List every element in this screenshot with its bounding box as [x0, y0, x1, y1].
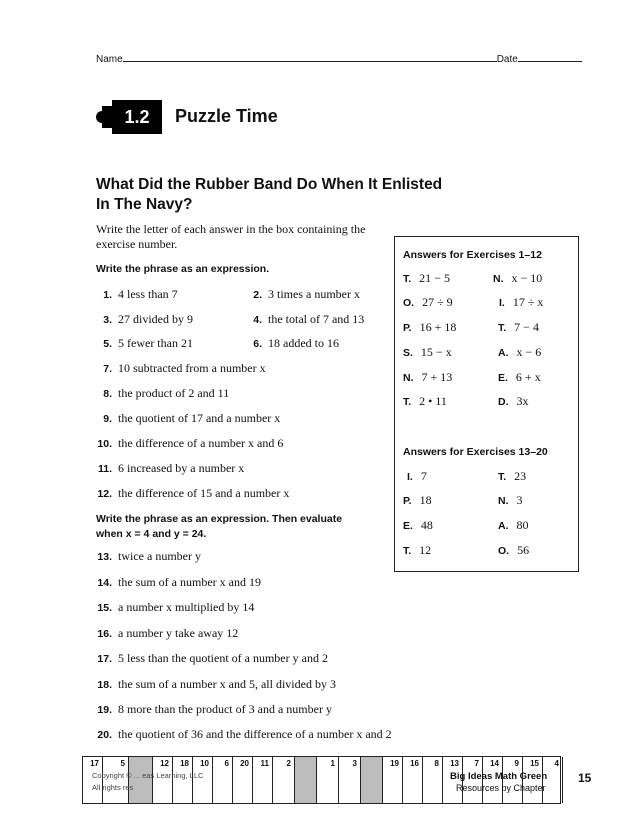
exercise-19	[96, 702, 332, 717]
answer-value: 80	[516, 518, 529, 532]
exercise-text: the difference of a number x and 6	[118, 436, 284, 450]
code-cell-number: 17	[90, 759, 99, 768]
code-cell[interactable]	[273, 757, 295, 803]
code-cell[interactable]	[83, 757, 103, 803]
exercise-11	[96, 461, 244, 476]
date-blank[interactable]	[518, 52, 582, 62]
answer-item	[403, 543, 431, 558]
code-cell[interactable]	[383, 757, 403, 803]
answer-value: 56	[517, 543, 530, 557]
exercise-number: 10.	[97, 438, 112, 450]
exercise-text: the difference of 15 and a number x	[118, 486, 290, 500]
answer-letter: O.	[403, 297, 415, 309]
exercise-number: 18.	[97, 679, 112, 691]
answers-heading-1-12: Answers for Exercises 1–12	[403, 249, 542, 261]
answer-value: x − 10	[511, 271, 543, 285]
exercise-5	[96, 336, 193, 351]
puzzle-question-line2: In The Navy?	[96, 196, 193, 213]
code-cell-blank	[295, 757, 317, 803]
answer-value: 21 − 5	[419, 271, 450, 285]
exercise-number: 5.	[103, 338, 112, 350]
answer-letter: O.	[498, 545, 510, 557]
exercise-number: 13.	[97, 551, 112, 563]
answer-item	[498, 543, 529, 558]
code-cell[interactable]	[213, 757, 233, 803]
answer-letter: E.	[403, 520, 413, 532]
exercise-6	[246, 336, 339, 351]
code-cell-blank	[129, 757, 153, 803]
code-cell[interactable]	[173, 757, 193, 803]
part2-directions-line1: Write the phrase as an expression. Then evaluate	[96, 513, 343, 525]
code-cell[interactable]	[193, 757, 213, 803]
answer-value: x − 6	[516, 345, 542, 359]
code-cell-number: 19	[390, 759, 399, 768]
puzzle-question-line1: What Did the Rubber Band Do When It Enlisted	[96, 176, 443, 193]
answer-item	[403, 518, 433, 533]
code-cell[interactable]	[339, 757, 361, 803]
answer-value: 16 + 18	[419, 320, 457, 334]
exercise-7	[96, 361, 266, 376]
code-cell-number: 5	[120, 759, 125, 768]
exercise-number: 2.	[253, 289, 262, 301]
exercise-text: a number y take away 12	[118, 626, 239, 640]
exercise-text: the product of 2 and 11	[118, 386, 230, 400]
answer-item	[403, 320, 456, 335]
part2-directions	[96, 512, 396, 542]
answer-value: 48	[420, 518, 433, 532]
answer-value: 15 − x	[420, 345, 452, 359]
answer-letter: E.	[498, 372, 508, 384]
answer-item	[498, 320, 539, 335]
exercise-number: 6.	[253, 338, 262, 350]
answer-letter: I.	[407, 471, 413, 483]
answer-item	[498, 493, 523, 508]
exercise-18	[96, 677, 336, 692]
code-cell-number: 6	[224, 759, 229, 768]
exercise-text: the total of 7 and 13	[268, 312, 365, 326]
part2-directions-line2: when x = 4 and y = 24.	[96, 528, 207, 540]
exercise-number: 14.	[97, 577, 112, 589]
answer-item	[403, 271, 450, 286]
code-cell-blank	[361, 757, 383, 803]
code-cell[interactable]	[253, 757, 273, 803]
section-title: Puzzle Time	[175, 106, 278, 126]
answer-letter: N.	[493, 273, 504, 285]
code-cell-number: 2	[286, 759, 291, 768]
exercise-number: 7.	[103, 363, 112, 375]
answer-value: 17 ÷ x	[512, 295, 544, 309]
answers-heading-13-20: Answers for Exercises 13–20	[403, 446, 548, 458]
exercise-number: 17.	[97, 653, 112, 665]
code-cell-number: 18	[180, 759, 189, 768]
exercise-number: 8.	[103, 388, 112, 400]
exercise-number: 19.	[97, 704, 112, 716]
name-label: Name	[96, 54, 123, 65]
copyright-line2: All rights res	[92, 783, 134, 792]
exercise-text: the quotient of 17 and a number x	[118, 411, 281, 425]
answer-letter: D.	[498, 396, 509, 408]
exercise-number: 4.	[253, 314, 262, 326]
name-date-line	[96, 52, 596, 65]
answer-value: 7	[420, 469, 427, 483]
answer-item	[498, 370, 541, 385]
code-cell-number: 7	[474, 759, 479, 768]
exercise-text: the quotient of 36 and the difference of a number x and 2	[118, 727, 392, 741]
answer-item	[498, 394, 529, 409]
exercise-number: 20.	[97, 729, 112, 741]
exercise-text: the sum of a number x and 5, all divided by 3	[118, 677, 336, 691]
answer-item	[403, 295, 453, 310]
exercise-text: 6 increased by a number x	[118, 461, 245, 475]
exercise-8	[96, 386, 229, 401]
code-cell-number: 14	[490, 759, 499, 768]
exercise-text: 5 less than the quotient of a number y and 2	[118, 651, 328, 665]
name-blank[interactable]	[123, 52, 497, 62]
exercise-16	[96, 626, 238, 641]
exercise-13	[96, 549, 201, 564]
exercise-text: 8 more than the product of 3 and a number y	[118, 702, 332, 716]
exercise-number: 9.	[103, 413, 112, 425]
answer-value: 27 ÷ 9	[422, 295, 453, 309]
instructions-line1: Write the letter of each answer in the box containing the	[96, 222, 366, 236]
answer-item	[493, 271, 542, 286]
code-cell-number: 11	[260, 759, 269, 768]
exercise-10	[96, 436, 283, 451]
exercise-17	[96, 651, 328, 666]
exercise-number: 16.	[97, 628, 112, 640]
exercise-text: the sum of a number x and 19	[118, 575, 261, 589]
code-cell-number: 13	[450, 759, 459, 768]
exercise-text: 5 fewer than 21	[118, 336, 193, 350]
answer-item	[498, 345, 541, 360]
answer-item	[403, 345, 452, 360]
code-cell[interactable]	[233, 757, 253, 803]
answer-value: 12	[419, 543, 432, 557]
exercise-text: a number x multiplied by 14	[118, 600, 255, 614]
code-cell-number: 10	[200, 759, 209, 768]
answer-value: 3x	[516, 394, 529, 408]
exercise-text: 27 divided by 9	[118, 312, 193, 326]
answers-box	[394, 236, 579, 572]
answer-value: 7 − 4	[514, 320, 539, 334]
answer-letter: T.	[403, 545, 412, 557]
exercise-number: 1.	[103, 289, 112, 301]
answer-value: 23	[514, 469, 527, 483]
answer-item	[403, 493, 432, 508]
exercise-text: 18 added to 16	[268, 336, 339, 350]
answer-letter: T.	[498, 322, 507, 334]
exercise-text: 3 times a number x	[268, 287, 360, 301]
code-cell[interactable]	[103, 757, 129, 803]
section-number: 1.2	[112, 100, 162, 134]
answer-letter: P.	[403, 495, 412, 507]
section-badge	[96, 100, 166, 134]
answer-letter: P.	[403, 322, 412, 334]
book-subtitle: Resources by Chapter	[456, 783, 546, 793]
exercise-15	[96, 600, 254, 615]
answer-value: 7 + 13	[421, 370, 453, 384]
answer-item	[407, 469, 427, 484]
exercise-number: 12.	[97, 488, 112, 500]
answer-item	[403, 394, 447, 409]
answer-letter: N.	[403, 372, 414, 384]
answer-letter: T.	[403, 273, 412, 285]
exercise-2	[246, 287, 360, 302]
answer-letter: A.	[498, 347, 509, 359]
instructions-line2: exercise number.	[96, 237, 178, 251]
copyright-line1: Copyright © ... eas Learning, LLC	[92, 771, 204, 780]
exercise-number: 11.	[97, 463, 112, 475]
answer-item	[498, 469, 526, 484]
code-cell[interactable]	[317, 757, 339, 803]
exercise-text: 4 less than 7	[118, 287, 178, 301]
answer-value: 2 • 11	[419, 394, 447, 408]
code-cell-number: 8	[434, 759, 439, 768]
exercise-9	[96, 411, 280, 426]
code-cell-number: 15	[530, 759, 539, 768]
answer-letter: N.	[498, 495, 509, 507]
code-cell-number: 12	[160, 759, 169, 768]
exercise-12	[96, 486, 289, 501]
exercise-text: 10 subtracted from a number x	[118, 361, 266, 375]
answer-item	[403, 370, 452, 385]
code-cell[interactable]	[403, 757, 423, 803]
code-cell[interactable]	[423, 757, 443, 803]
exercise-20	[96, 727, 392, 742]
answer-item	[498, 518, 529, 533]
answer-letter: A.	[498, 520, 509, 532]
code-cell-number: 20	[240, 759, 249, 768]
exercise-14	[96, 575, 261, 590]
code-cell-number: 4	[554, 759, 559, 768]
answer-value: 3	[516, 493, 523, 507]
page-number: 15	[578, 771, 592, 785]
code-cell-number: 3	[352, 759, 357, 768]
exercise-number: 15.	[97, 602, 112, 614]
date-label: Date	[496, 54, 518, 65]
answer-letter: T.	[498, 471, 507, 483]
answer-letter: T.	[403, 396, 412, 408]
code-cell-number: 16	[410, 759, 419, 768]
code-cell-number: 1	[330, 759, 335, 768]
answer-value: 6 + x	[515, 370, 541, 384]
answer-letter: I.	[499, 297, 505, 309]
answer-value: 18	[419, 493, 432, 507]
puzzle-question	[96, 175, 496, 215]
answer-letter: S.	[403, 347, 413, 359]
exercise-4	[246, 312, 364, 327]
book-title: Big Ideas Math Green	[450, 771, 548, 782]
answer-item	[499, 295, 543, 310]
exercise-number: 3.	[103, 314, 112, 326]
code-cell[interactable]	[153, 757, 173, 803]
exercise-1	[96, 287, 178, 302]
exercise-3	[96, 312, 193, 327]
code-cell-number: 9	[514, 759, 519, 768]
part1-directions: Write the phrase as an expression.	[96, 263, 270, 275]
exercise-text: twice a number y	[118, 549, 201, 563]
instructions	[96, 222, 386, 252]
